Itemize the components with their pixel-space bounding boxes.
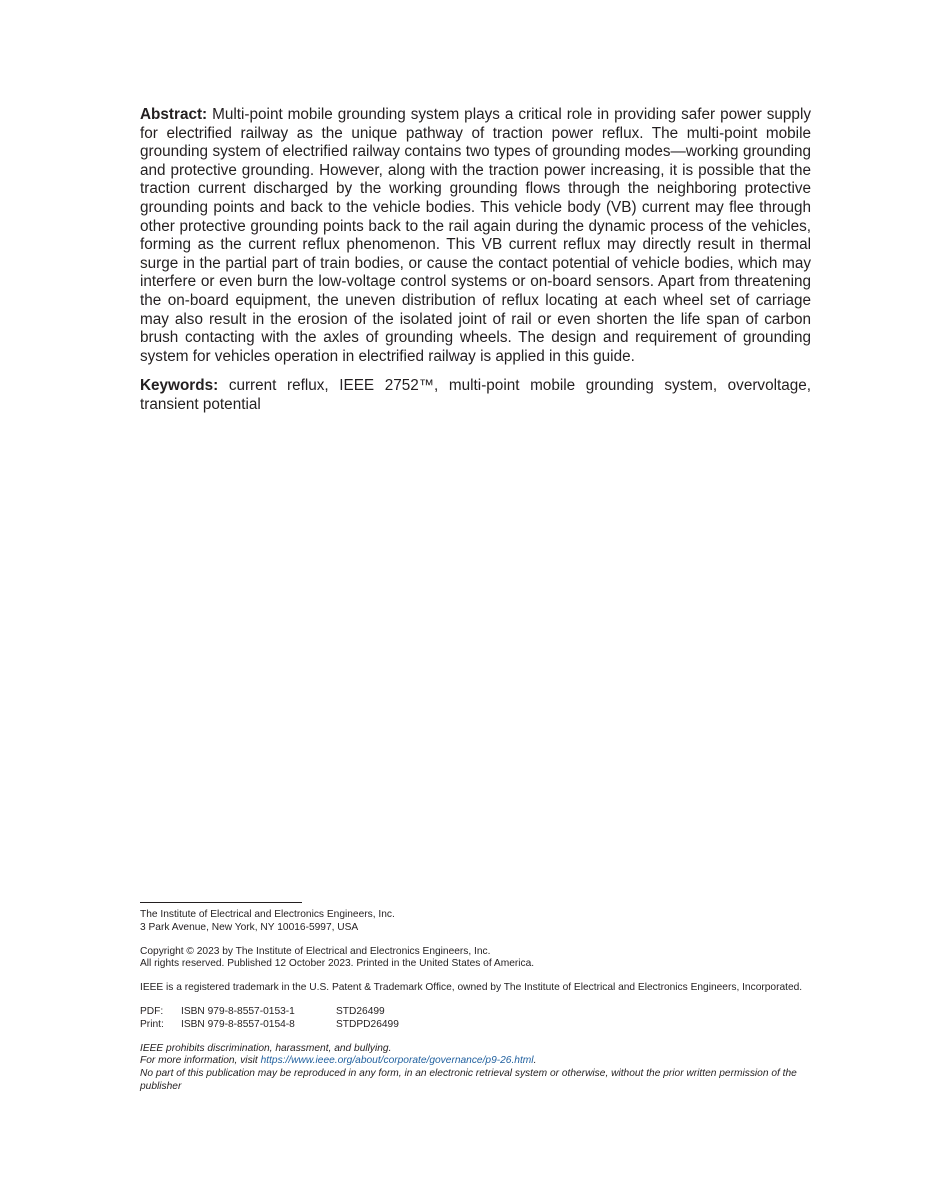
trademark-text: IEEE is a registered trademark in the U.S. Patent & Trademark Office, owned by The Institute of Electrical and Electronics Engineers, Incorporated. xyxy=(140,982,803,994)
copyright-block xyxy=(140,946,811,971)
main-content xyxy=(140,106,811,415)
governance-link[interactable]: https://www.ieee.org/about/corporate/governance/p9-26.html xyxy=(260,1055,534,1067)
publisher-name: The Institute of Electrical and Electronics Engineers, Inc. xyxy=(140,909,395,920)
isbn-row-print xyxy=(140,1019,811,1032)
notices-block xyxy=(140,1043,811,1093)
keywords-label: Keywords: xyxy=(140,377,219,395)
isbn-number: ISBN 979-8-8557-0154-8 xyxy=(181,1018,295,1030)
info-prefix: For more information, visit xyxy=(140,1055,261,1067)
isbn-std: STDPD26499 xyxy=(336,1018,399,1030)
rights-line: All rights reserved. Published 12 October 2023. Printed in the United States of America. xyxy=(140,958,535,970)
keywords-text: current reflux, IEEE 2752™, multi-point mobile grounding system, overvoltage, transient potential xyxy=(140,377,811,413)
publisher-block xyxy=(140,909,811,934)
isbn-format: PDF: xyxy=(140,1006,164,1018)
isbn-std: STD26499 xyxy=(336,1006,385,1018)
info-notice xyxy=(140,1055,811,1068)
abstract-label: Abstract: xyxy=(140,106,208,123)
abstract-paragraph xyxy=(140,106,811,366)
isbn-block xyxy=(140,1006,811,1031)
copyright-line: Copyright © 2023 by The Institute of Electrical and Electronics Engineers, Inc. xyxy=(140,945,491,957)
reproduction-notice: No part of this publication may be reproduced in any form, in an electronic retrieval system or otherwise, without the prior written permission of the publisher xyxy=(140,1067,797,1092)
footer-rule xyxy=(140,902,302,903)
abstract-text: Multi-point mobile grounding system plays a critical role in providing safer power supply for electrified railway as the unique pathway of traction power reflux. The multi-point mobile grounding system of electrified railway contains two types of grounding modes—working grounding and protective grounding. However, along with the traction power increasing, it is possible that the traction current discharged by the working grounding flows through the neighboring protective grounding points and back to the vehicle bodies. This vehicle body (VB) current may flee through other protective grounding points back to the rail again during the dynamic process of the vehicles, forming as the current reflux phenomenon. This VB current reflux may directly result in thermal surge in the partial part of train bodies, or cause the contact potential of vehicle bodies, which may interfere or even burn the low-voltage control systems or on-board sensors. Apart from threatening the on-board equipment, the uneven distribution of reflux locating at each wheel set of carriage may also result in the erosion of the isolated joint of rail or even shorten the life span of carbon brush contacting with the axles of grounding wheels. The design and requirement of grounding system for vehicles operation in electrified railway is applied in this guide. xyxy=(140,106,811,365)
info-suffix: . xyxy=(533,1055,537,1067)
harassment-notice: IEEE prohibits discrimination, harassment, and bullying. xyxy=(140,1042,392,1054)
isbn-number: ISBN 979-8-8557-0153-1 xyxy=(181,1006,295,1018)
keywords-paragraph xyxy=(140,377,811,414)
trademark-block xyxy=(140,982,811,995)
isbn-format: Print: xyxy=(140,1018,164,1030)
publisher-address: 3 Park Avenue, New York, NY 10016-5997, USA xyxy=(140,921,359,933)
isbn-row-pdf xyxy=(140,1006,811,1019)
footer xyxy=(140,902,811,1104)
